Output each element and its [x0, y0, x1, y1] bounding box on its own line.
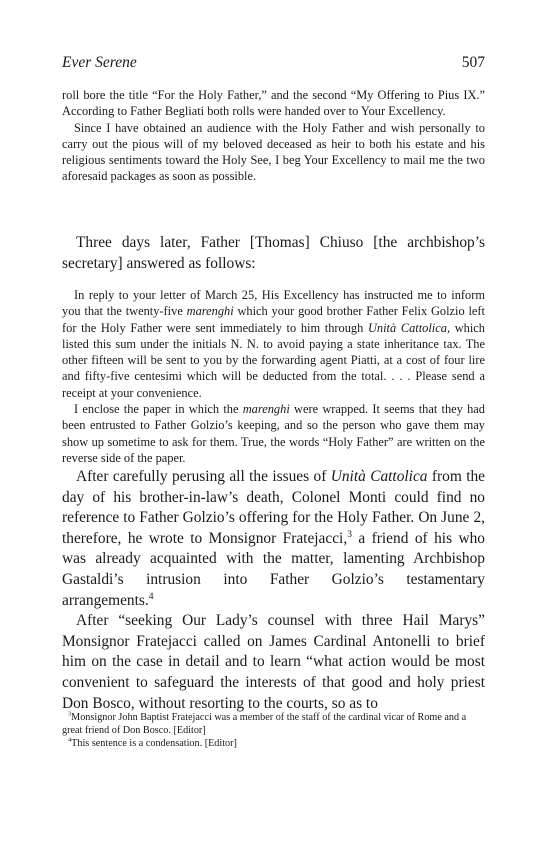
quoted-letter-1: [62, 87, 485, 185]
footnote-ref-4: 4: [148, 590, 154, 602]
footnote-3: $^3$Monsignor John Baptist Fratejacci was a member of the staff of the cardinal vicar of Rome and a great friend of Don Bosco. [Editor]: [62, 710, 467, 737]
term-marenghi-2: marenghi: [242, 402, 290, 417]
footnote-ref-3: 3: [347, 528, 352, 540]
footnote-4: $^4$This sentence is a condensation. [Editor]: [68, 737, 237, 750]
narrative-block-2: [62, 467, 485, 714]
quote1-paragraph-2: Since I have obtained an audience with the Holy Father and wish personally to carry out the pious will of my beloved deceased as heir to both his estate and his religious sentiments toward the Holy See, I beg Your Excellency to mail me the two aforesaid packages as soon as possible.: [62, 120, 485, 184]
term-marenghi: marenghi: [186, 304, 234, 319]
page-header: [62, 54, 485, 72]
newspaper-title: Unità Cattolica,: [367, 320, 451, 335]
quote2-paragraph-1: In reply to your letter of March 25, His Excellency has instructed me to inform you that the twenty-five marenghi which your good brother Father Felix Golzio left for the Holy Father were sent immediately to him through Unità Cattolica, which listed this sum under the initials N. N. to avoid paying a state inheritance tax. The other fifteen will be sent to you by the forwarding agent Piatti, at a cost of four lire and fifty-five centesimi which will be deducted from the total. . . . Please send a receipt at your convenience.: [62, 288, 485, 400]
quote1-paragraph-1: roll bore the title “For the Holy Father,” and the second “My Offering to Pius IX.” According to Father Begliati both rolls were handed over to Your Excellency.: [62, 88, 485, 119]
page-number: 507: [461, 54, 485, 71]
footnote-mark-3: 3: [68, 710, 72, 718]
quote2-paragraph-2: I enclose the paper in which the marenghi were wrapped. It seems that they had been entrusted to Father Golzio’s keeping, and so the person who gave them may show up sometime to ask for them. True, the words “Holy Father” are written on the reverse side of the paper.: [62, 402, 485, 465]
newspaper-title-2: Unità Cattolica: [330, 468, 428, 485]
narrative-block-1: [62, 233, 485, 274]
quoted-letter-2: [62, 287, 485, 466]
footnote-mark-4: 4: [68, 737, 72, 745]
body2-paragraph-1: After carefully perusing all the issues of Unità Cattolica from the day of his brother-in-law’s death, Colonel Monti could find no reference to Father Golzio’s offering for the Holy Father. On June 2, therefore, he wrote to Monsignor Fratejacci,$^3$ a friend of his who was already acquainted with the matter, lamenting Archbishop Gastaldi’s intrusion into Father Golzio’s testamentary arrangements.$^4$: [62, 468, 486, 609]
footnotes: [62, 711, 485, 751]
running-title: Ever Serene: [62, 54, 137, 71]
body1-paragraph-1: Three days later, Father [Thomas] Chiuso [the archbishop’s secretary] answered as follows:: [62, 234, 485, 272]
body2-paragraph-2: After “seeking Our Lady’s counsel with three Hail Marys” Monsignor Fratejacci called on James Cardinal Antonelli to brief him on the case in detail and to learn “what action would be most convenient to safeguard the interests of that good and holy priest Don Bosco, without resorting to the courts, so as to: [62, 612, 485, 712]
